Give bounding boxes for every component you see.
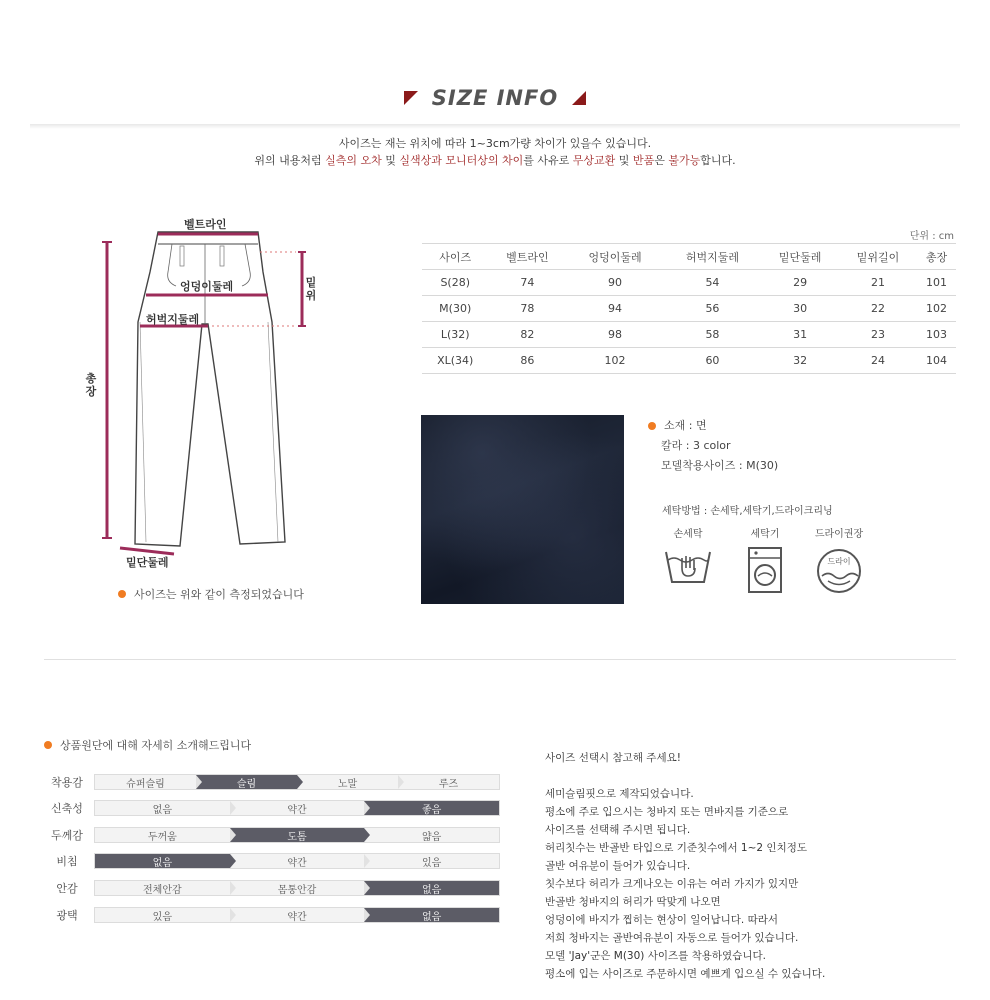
unit-label: 단위 : cm (909, 231, 954, 242)
notice-line-2 (0, 152, 990, 169)
table-cell: 60 (664, 348, 761, 374)
fabric-prop-option-label: 좋음 (422, 804, 442, 816)
table-cell: 29 (761, 270, 839, 296)
fabric-prop-name: 착용감 (51, 776, 83, 789)
fabric-prop-option (364, 801, 499, 815)
fabric-prop-name: 신축성 (51, 802, 83, 815)
chevron-right-icon (230, 854, 236, 868)
fabric-prop-option-label: 없음 (152, 804, 172, 816)
fabric-props-heading (44, 737, 251, 753)
fabric-prop-option (398, 775, 499, 789)
dry-clean-icon (814, 546, 864, 596)
section-divider (44, 659, 956, 660)
chevron-right-icon (364, 854, 370, 868)
table-cell: 78 (488, 296, 566, 322)
hip-label: 엉덩이둘레 (180, 280, 234, 293)
notice-highlight: 반품 (632, 154, 655, 167)
size-guide (545, 749, 825, 983)
fabric-prop-option (95, 801, 230, 815)
table-cell: 24 (839, 348, 917, 374)
fabric-prop-option (95, 828, 230, 842)
fabric-prop-option (297, 775, 398, 789)
fabric-prop-option (95, 881, 230, 895)
table-cell: M(30) (422, 296, 488, 322)
table-cell: 102 (566, 348, 663, 374)
size-table-header-row (422, 244, 956, 270)
fabric-prop-option-label: 슬림 (236, 778, 257, 790)
fabric-prop-name: 안감 (56, 882, 78, 895)
fabric-prop-option-label: 없음 (422, 884, 442, 896)
size-table-header: 사이즈 (422, 244, 488, 270)
table-row (422, 296, 956, 322)
table-cell: 98 (566, 322, 663, 348)
table-cell: 21 (839, 270, 917, 296)
table-cell: XL(34) (422, 348, 488, 374)
notice-text: 및 (381, 154, 400, 167)
notice-text: 를 사유로 (523, 154, 573, 167)
right-triangle-icon (572, 91, 586, 105)
fabric-prop-name: 두께감 (51, 829, 83, 842)
fabric-prop-option (230, 854, 365, 868)
chevron-right-icon (364, 801, 370, 815)
orange-dot-icon (44, 741, 52, 749)
washing-machine-icon (745, 546, 785, 594)
size-notice (0, 135, 990, 169)
chevron-right-icon (230, 908, 236, 922)
fabric-props-heading-text: 상품원단에 대해 자세히 소개해드립니다 (60, 739, 252, 752)
size-table-header: 밑위길이 (839, 244, 917, 270)
rise-label: 밑위 (305, 276, 317, 302)
table-cell: 103 (917, 322, 956, 348)
guide-line: 골반 여유분이 들어가 있습니다. (545, 860, 691, 872)
guide-line: 칫수보다 허리가 크게나오는 이유는 여러 가지가 있지만 (545, 878, 799, 890)
chevron-right-icon (230, 881, 236, 895)
fabric-prop-option-label: 약간 (287, 804, 307, 816)
product-info (648, 416, 778, 476)
page-title: SIZE INFO (431, 86, 559, 110)
header-divider (30, 124, 960, 129)
pants-measurement-diagram (80, 212, 320, 572)
hand-wash-label: 손세탁 (673, 529, 703, 540)
fabric-prop-scale (94, 800, 500, 816)
dry-clean-circle-icon (814, 546, 864, 596)
size-info-header (0, 86, 990, 110)
chevron-right-icon (364, 828, 370, 842)
notice-highlight: 불가능 (668, 154, 701, 167)
fabric-prop-scale (94, 907, 500, 923)
material-text: 소재 : 면 (664, 419, 707, 432)
fabric-prop-option-label: 약간 (287, 911, 307, 923)
hand-wash-item (664, 525, 712, 589)
fabric-prop-option-label: 전체안감 (143, 884, 182, 896)
measure-note-text: 사이즈는 위와 같이 측정되었습니다 (134, 588, 304, 601)
material-row (648, 416, 778, 436)
size-table-header: 허벅지둘레 (664, 244, 761, 270)
table-cell: L(32) (422, 322, 488, 348)
belt-line-label: 벨트라인 (184, 218, 227, 231)
fabric-prop-name: 비침 (56, 855, 78, 868)
chevron-right-icon (364, 908, 370, 922)
guide-line: 평소에 주로 입으시는 청바지 또는 면바지를 기준으로 (545, 806, 789, 818)
pants-outline-icon (80, 212, 320, 572)
thigh-label: 허벅지둘레 (146, 313, 200, 326)
table-cell: 23 (839, 322, 917, 348)
table-cell: 58 (664, 322, 761, 348)
fabric-prop-name: 광택 (56, 909, 78, 922)
fabric-prop-option (230, 908, 365, 922)
hand-wash-icon (664, 546, 712, 586)
table-cell: 86 (488, 348, 566, 374)
fabric-prop-option (196, 775, 297, 789)
guide-line: 사이즈를 선택해 주시면 됩니다. (545, 824, 691, 836)
fabric-prop-option (364, 854, 499, 868)
table-cell: 102 (917, 296, 956, 322)
fabric-prop-option-label: 두꺼움 (147, 831, 177, 843)
table-cell: S(28) (422, 270, 488, 296)
fabric-prop-option (230, 828, 365, 842)
table-cell: 22 (839, 296, 917, 322)
table-cell: 30 (761, 296, 839, 322)
guide-line: 반골반 청바지의 허리가 딱맞게 나오면 (545, 896, 721, 908)
dry-mark-text: 드라이 (827, 557, 851, 566)
size-table-header: 벨트라인 (488, 244, 566, 270)
measure-note (118, 586, 304, 602)
washer-item (745, 525, 785, 597)
fabric-prop-scale (94, 774, 500, 790)
fabric-prop-option (230, 881, 365, 895)
table-cell: 54 (664, 270, 761, 296)
notice-highlight: 실측의 오차 (325, 154, 382, 167)
chevron-right-icon (297, 775, 303, 789)
guide-line: 세미슬림핏으로 제작되었습니다. (545, 788, 694, 800)
table-cell: 31 (761, 322, 839, 348)
dry-clean-item (814, 525, 864, 596)
notice-highlight: 실색상과 모니터상의 차이 (399, 154, 524, 167)
size-table-header: 총장 (917, 244, 956, 270)
fabric-prop-row (40, 880, 502, 896)
fabric-prop-row (40, 800, 502, 816)
table-row (422, 348, 956, 374)
fabric-prop-option (95, 854, 230, 868)
fabric-prop-scale (94, 827, 500, 843)
fabric-prop-option (364, 881, 499, 895)
guide-line: 모델 'Jay'군은 M(30) 사이즈를 착용하였습니다. (545, 950, 766, 962)
notice-line-1: 사이즈는 재는 위치에 따라 1~3cm가량 차이가 있을수 있습니다. (338, 137, 652, 150)
guide-line: 평소에 입는 사이즈로 주문하시면 예쁘게 입으실 수 있습니다. (545, 968, 826, 980)
table-cell: 82 (488, 322, 566, 348)
fabric-prop-row (40, 853, 502, 869)
table-cell: 32 (761, 348, 839, 374)
orange-dot-icon (118, 590, 126, 598)
orange-dot-icon (648, 422, 656, 430)
size-table-header: 엉덩이둘레 (566, 244, 663, 270)
hem-label: 밑단둘레 (126, 556, 169, 569)
fabric-prop-row (40, 774, 502, 790)
table-cell: 56 (664, 296, 761, 322)
guide-line: 사이즈 선택시 참고해 주세요! (545, 752, 681, 764)
fabric-prop-option-label: 있음 (152, 911, 172, 923)
table-cell: 94 (566, 296, 663, 322)
table-cell: 104 (917, 348, 956, 374)
fabric-prop-option (95, 908, 230, 922)
fabric-prop-option (95, 775, 196, 789)
color-text: 칼라 : 3 color (661, 439, 731, 452)
model-size-text: 모델착용사이즈 : M(30) (661, 459, 779, 472)
fabric-prop-option (364, 908, 499, 922)
table-row (422, 270, 956, 296)
header-title-group (404, 86, 586, 110)
table-cell: 101 (917, 270, 956, 296)
size-table-header: 밑단둘레 (761, 244, 839, 270)
fabric-prop-option-label: 루즈 (438, 778, 459, 790)
fabric-swatch (421, 415, 624, 604)
fabric-prop-option-label: 없음 (422, 911, 442, 923)
left-triangle-icon (404, 91, 418, 105)
notice-highlight: 무상교환 (572, 154, 616, 167)
fabric-prop-scale (94, 880, 500, 896)
fabric-prop-option (364, 828, 499, 842)
fabric-prop-row (40, 827, 502, 843)
table-cell: 74 (488, 270, 566, 296)
chevron-right-icon (398, 775, 404, 789)
notice-text: 합니다. (700, 154, 736, 167)
fabric-prop-option-label: 없음 (152, 857, 172, 869)
guide-line (545, 767, 825, 785)
fabric-prop-option-label: 슈퍼슬림 (126, 778, 165, 790)
guide-line: 저희 청바지는 골반여유분이 자동으로 들어가 있습니다. (545, 932, 799, 944)
notice-text: 위의 내용처럼 (254, 154, 326, 167)
fabric-prop-option-label: 도톰 (287, 831, 307, 843)
guide-line: 허리칫수는 반골반 타입으로 기준칫수에서 1~2 인치정도 (545, 842, 807, 854)
fabric-prop-option-label: 얇음 (422, 831, 442, 843)
guide-line: 엉덩이에 바지가 찝히는 현상이 일어납니다. 따라서 (545, 914, 779, 926)
table-row (422, 322, 956, 348)
wash-method-text: 세탁방법 : 손세탁,세탁기,드라이크리닝 (662, 506, 833, 517)
chevron-right-icon (230, 801, 236, 815)
chevron-right-icon (230, 828, 236, 842)
dry-clean-label: 드라이권장 (814, 529, 864, 540)
washer-label: 세탁기 (750, 529, 780, 540)
fabric-prop-option-label: 몸통안감 (277, 884, 317, 896)
size-table (422, 243, 956, 374)
fabric-prop-option (230, 801, 365, 815)
length-label: 총장 (85, 372, 97, 398)
chevron-right-icon (196, 775, 202, 789)
fabric-prop-option-label: 있음 (422, 857, 442, 869)
fabric-prop-option-label: 노말 (337, 778, 358, 790)
fabric-prop-row (40, 907, 502, 923)
fabric-prop-option-label: 약간 (287, 857, 307, 869)
table-cell: 90 (566, 270, 663, 296)
notice-text: 은 (654, 154, 669, 167)
notice-text: 및 (615, 154, 633, 167)
fabric-prop-scale (94, 853, 500, 869)
chevron-right-icon (364, 881, 370, 895)
